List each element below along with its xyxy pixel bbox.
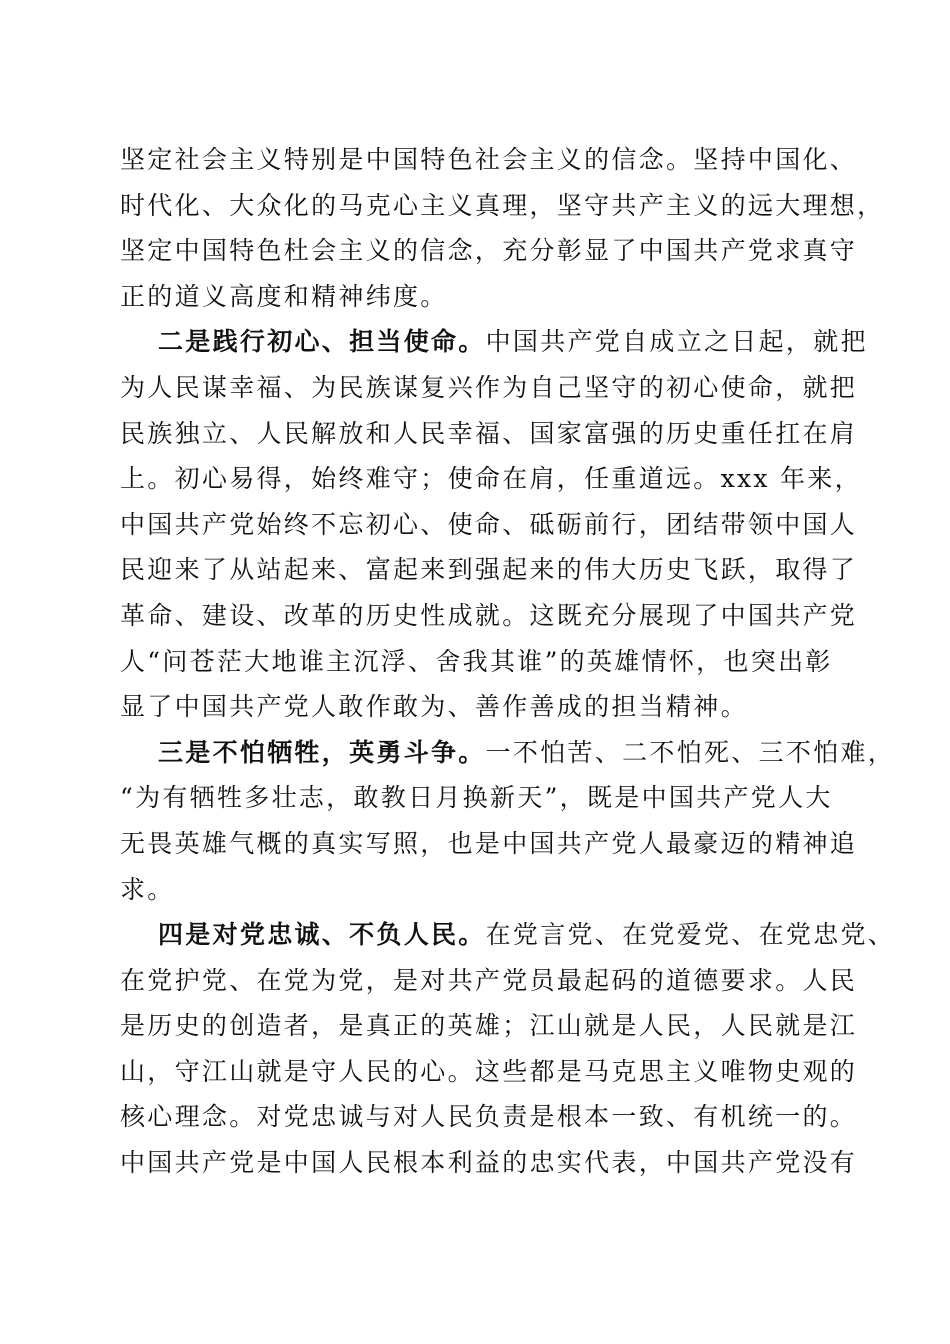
paragraph-lead: 三是不怕牺牲，英勇斗争。 <box>158 737 486 767</box>
text-line: 民族独立、人民解放和人民幸福、国家富强的历史重任扛在肩 <box>120 418 858 448</box>
text-line: 革命、建设、改革的历史性成就。这既充分展现了中国共产党 <box>120 600 858 630</box>
text-line: 是历史的创造者，是真正的英雄；江山就是人民，人民就是江 <box>120 1011 858 1041</box>
text-line: 中国共产党始终不忘初心、使命、砥砺前行，团结带领中国人 <box>120 509 858 539</box>
text-line: 上。初心易得，始终难守；使命在肩，任重道远。xxx 年来， <box>120 464 862 494</box>
text-line: 人“问苍茫大地谁主沉浮、舍我其谁”的英雄情怀，也突出彰 <box>120 646 833 676</box>
paragraph <box>120 137 885 319</box>
text-line <box>120 319 868 365</box>
text-line: 在党护党、在党为党，是对共产党员最起码的道德要求。人民 <box>120 965 858 995</box>
paragraph-lead: 四是对党忠诚、不负人民。 <box>158 920 486 950</box>
text-line <box>120 912 896 958</box>
text-line: 求。 <box>120 874 175 904</box>
paragraph <box>120 319 868 729</box>
text-line: 坚定社会主义特别是中国特色社会主义的信念。坚持中国化、 <box>120 145 858 174</box>
text-line: “为有牺牲多壮志，敢教日月换新天”，既是中国共产党人大 <box>120 783 833 813</box>
paragraph-lead: 二是践行初心、担当使命。 <box>158 327 486 357</box>
text-line: 中国共产党是中国人民根本利益的忠实代表，中国共产党没有 <box>120 1148 858 1178</box>
text-line: 时代化、大众化的马克心主义真理，坚守共产主义的远大理想， <box>120 190 885 220</box>
text-line: 民迎来了从站起来、富起来到强起来的伟大历史飞跃，取得了 <box>120 555 858 585</box>
text-line: 正的道义高度和精神纬度。 <box>120 281 448 311</box>
text-line: 显了中国共产党人敢作敢为、善作善成的担当精神。 <box>120 692 748 722</box>
paragraph <box>120 912 896 1186</box>
paragraph <box>120 730 896 912</box>
text-run: 中国共产党自成立之日起，就把 <box>485 327 868 357</box>
text-line: 山，守江山就是守人民的心。这些都是马克思主义唯物史观的 <box>120 1056 858 1086</box>
text-line <box>120 730 896 776</box>
document-body <box>120 137 896 1186</box>
text-run: 一不怕苦、二不怕死、三不怕难， <box>485 737 896 767</box>
text-line: 为人民谋幸福、为民族谋复兴作为自己坚守的初心使命，就把 <box>120 372 858 402</box>
text-run: 在党言党、在党爱党、在党忠党、 <box>485 920 896 950</box>
text-line: 坚定中国特色杜会主义的信念，充分彰显了中国共产党求真守 <box>120 236 858 266</box>
text-line: 无畏英雄气概的真实写照，也是中国共产党人最豪迈的精神追 <box>120 828 858 858</box>
text-line: 核心理念。对党忠诚与对人民负责是根本一致、有机统一的。 <box>120 1102 858 1132</box>
